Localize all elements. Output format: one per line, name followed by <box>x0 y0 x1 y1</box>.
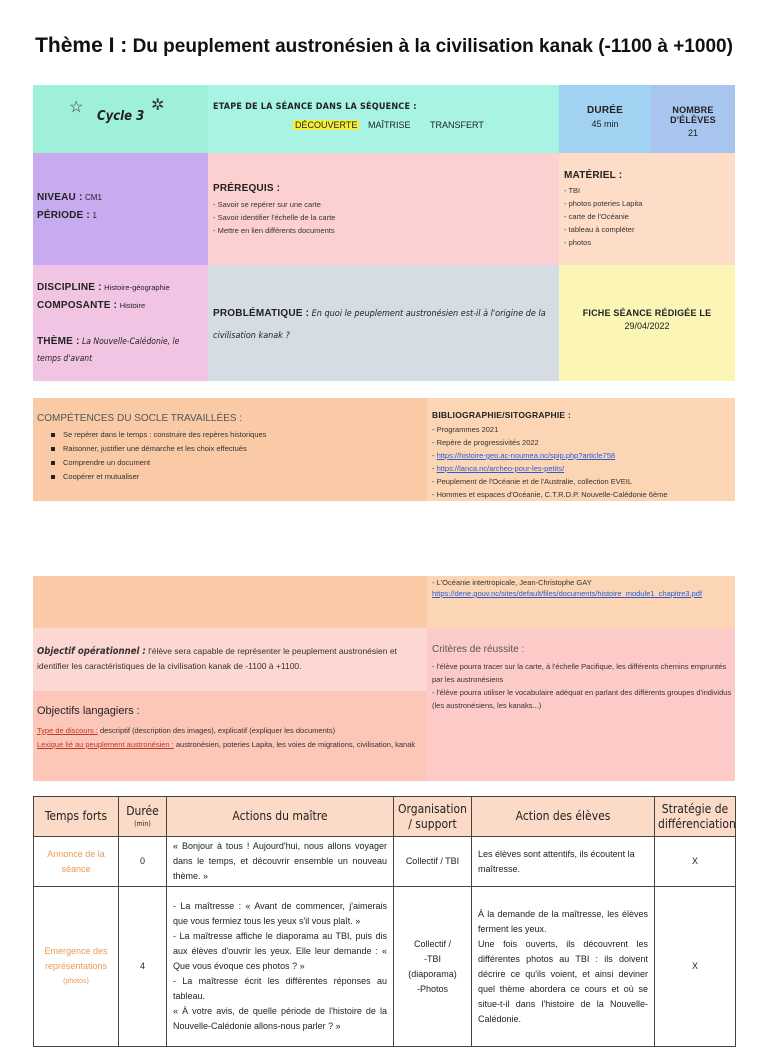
title-prefix: Thème I : <box>35 34 128 57</box>
composante-label: COMPOSANTE : <box>37 300 118 311</box>
biblio-continuation-cell <box>427 576 735 628</box>
materiel-item: - TBI <box>564 186 581 195</box>
strategie-cell: X <box>655 887 736 1047</box>
biblio-item: - L'Océanie intertropicale, Jean-Christophe GAY <box>432 578 592 587</box>
discipline-value: Histoire-géographie <box>104 283 170 292</box>
materiel-item: - tableau à compléter <box>564 225 635 234</box>
competences-label: COMPÉTENCES DU SOCLE TRAVAILLÉES : <box>37 413 243 424</box>
eleves-cell: À la demande de la maîtresse, les élèves ferment les yeux. Une fois ouverts, ils découvrent les différentes photos au TBI : ils doivent décrire ce qu'ils voient, et ainsi deviner quel thème abordera ce cours et où se situe-t-il dans l'histoire de la Nouvelle-Calédonie. <box>472 887 655 1047</box>
bibliographie-label: BIBLIOGRAPHIE/SITOGRAPHIE : <box>432 410 571 420</box>
table-row <box>34 837 736 887</box>
biblio-item: - Programmes 2021 <box>432 425 499 434</box>
composante-value: Histoire <box>119 301 146 310</box>
discipline-cell <box>33 265 208 381</box>
cycle-cell <box>33 85 208 153</box>
continuation-left-cell <box>33 576 427 628</box>
strategie-cell: X <box>655 837 736 887</box>
prerequis-item: - Savoir se repérer sur une carte <box>213 200 321 209</box>
biblio-link[interactable]: - https://histoire-geo.ac-noumea.nc/spip.php?article758 <box>432 451 616 460</box>
objectif-label: Objectif opérationnel : <box>37 646 146 657</box>
duree-value: 45 min <box>591 119 619 129</box>
page-title <box>0 34 768 58</box>
temps-fort-cell: Annonce de la séance <box>34 837 119 887</box>
biblio-link[interactable]: https://dene.gouv.nc/sites/default/files/documents/histoire_module1_chapitre3.pdf <box>432 589 703 598</box>
header-actions-maitre: Actions du maître <box>167 797 394 837</box>
competences-cell <box>33 398 427 501</box>
problematique-label: PROBLÉMATIQUE : <box>213 308 310 319</box>
materiel-item: - photos poteries Lapita <box>564 199 643 208</box>
nb-eleves-value: 21 <box>687 128 698 138</box>
etape-cell <box>208 85 559 153</box>
header-strategie: Stratégie de différenciation <box>655 797 736 837</box>
bibliographie-cell <box>427 398 735 501</box>
biblio-item: - Hommes et espaces d'Océanie, C.T.R.D.P. Nouvelle-Calédonie 6ème <box>432 490 668 499</box>
langagiers-cell <box>33 691 427 781</box>
duree-cell: 4 <box>119 887 167 1047</box>
biblio-link[interactable]: - https://lanca.nc/archeo-pour-les-petits/ <box>432 464 565 473</box>
table-row <box>34 887 736 1047</box>
prerequis-label: PRÉREQUIS : <box>213 183 281 194</box>
header-organisation: Organisation / support <box>394 797 472 837</box>
criteres-cell <box>427 628 735 781</box>
etape-transfert: TRANSFERT <box>430 120 484 130</box>
nb-eleves-cell <box>651 85 735 153</box>
header-temps-forts: Temps forts <box>34 797 119 837</box>
periode-label: PÉRIODE : <box>37 210 90 221</box>
criteres-label: Critères de réussite : <box>432 644 525 655</box>
nb-eleves-label: NOMBRE D'ÉLÈVES <box>670 105 716 125</box>
objectif-text: l'élève sera capable de représenter le peuplement austronésien et identifier les caractéristiques de la civilisation kanak de -1100 à +1100. <box>37 646 397 671</box>
problematique-text: En quoi le peuplement austronésien est-il à l'origine de la civilisation kanak ? <box>213 309 546 341</box>
biblio-item: - Peuplement de l'Océanie et de l'Australie, collection EVEIL <box>432 477 633 486</box>
type-discours-label: Type de discours : <box>37 726 98 735</box>
cycle-label: Cycle 3 <box>97 109 145 124</box>
prerequis-cell <box>208 153 559 265</box>
organisation-cell: Collectif / -TBI (diaporama) -Photos <box>394 887 472 1047</box>
theme-value: La Nouvelle-Calédonie, le temps d'avant <box>37 337 180 364</box>
maitre-cell: « Bonjour à tous ! Aujourd'hui, nous allons voyager dans le temps, et découvrir ensemble un nouveau thème. » <box>167 837 394 887</box>
type-discours-text: descriptif (description des images), explicatif (expliquer les documents) <box>99 726 336 735</box>
critere-item: - l'élève pourra tracer sur la carte, à l'échelle Pacifique, les différents chemins empruntés par les austronésiens <box>432 662 727 684</box>
sparkle-icon: ✲ <box>151 97 165 114</box>
langagiers-label: Objectifs langagiers : <box>37 705 140 717</box>
duree-label: DURÉE <box>586 105 623 116</box>
temps-fort-cell: Emergence des représentations (photos) <box>34 887 119 1047</box>
competence-item: Se repérer dans le temps : construire des repères historiques <box>37 428 266 442</box>
fiche-date: 29/04/2022 <box>624 321 670 331</box>
materiel-label: MATÉRIEL : <box>564 170 623 181</box>
theme-label: THÈME : <box>37 336 80 347</box>
materiel-cell <box>559 153 735 265</box>
niveau-cell <box>33 153 208 265</box>
niveau-value: CM1 <box>85 193 102 202</box>
star-icon: ☆ <box>69 99 84 116</box>
discipline-label: DISCIPLINE : <box>37 282 102 293</box>
periode-value: 1 <box>92 211 97 220</box>
problematique-cell <box>208 265 559 381</box>
etape-maitrise: MAÎTRISE <box>368 120 411 130</box>
niveau-label: NIVEAU : <box>37 192 83 203</box>
organisation-cell: Collectif / TBI <box>394 837 472 887</box>
duree-cell <box>559 85 651 153</box>
title-text: Du peuplement austronésien à la civilisation kanak (-1100 à +1000) <box>132 36 733 57</box>
materiel-item: - photos <box>564 238 592 247</box>
competence-item: Comprendre un document <box>37 456 266 470</box>
competence-item: Raisonner, justifier une démarche et les choix effectués <box>37 442 266 456</box>
fiche-cell <box>559 265 735 381</box>
maitre-cell: - La maîtresse : « Avant de commencer, j'aimerais que vous fermiez tous les yeux s'il vous plaît. » - La maîtresse affiche le diaporama au TBI, puis dis aux élèves d'ouvrir les yeux. Elle leur demande : « Que vous évoque ces photos ? » - La maîtresse écrit les différentes réponses au tableau. « À votre avis, de quelle période de l'histoire de la Nouvelle-Calédonie allons-nous parler ? » <box>167 887 394 1047</box>
etape-label: ETAPE DE LA SÉANCE DANS LA SÉQUENCE : <box>213 102 417 112</box>
seance-table <box>33 796 736 1047</box>
eleves-cell: Les élèves sont attentifs, ils écoutent la maîtresse. <box>472 837 655 887</box>
competence-item: Coopérer et mutualiser <box>37 470 266 484</box>
prerequis-item: - Savoir identifier l'échelle de la carte <box>213 213 336 222</box>
objectif-cell <box>33 628 427 691</box>
lexique-text: austronésien, poteries Lapita, les voies de migrations, civilisation, kanak <box>175 740 416 749</box>
lexique-label: Lexique lié au peuplement austronésien : <box>37 740 174 749</box>
fiche-label: FICHE SÉANCE RÉDIGÉE LE <box>582 308 712 318</box>
materiel-item: - carte de l'Océanie <box>564 212 629 221</box>
header-duree: Durée (min) <box>119 797 167 837</box>
duree-cell: 0 <box>119 837 167 887</box>
etape-decouverte: DÉCOUVERTE <box>295 120 358 130</box>
biblio-item: - Repère de progressivités 2022 <box>432 438 539 447</box>
critere-item: - l'élève pourra utiliser le vocabulaire adéquat en parlant des différents groupes d'individus (les austronésiens, les kanaks...) <box>432 688 732 710</box>
header-action-eleves: Action des élèves <box>472 797 655 837</box>
prerequis-item: - Mettre en lien différents documents <box>213 226 335 235</box>
